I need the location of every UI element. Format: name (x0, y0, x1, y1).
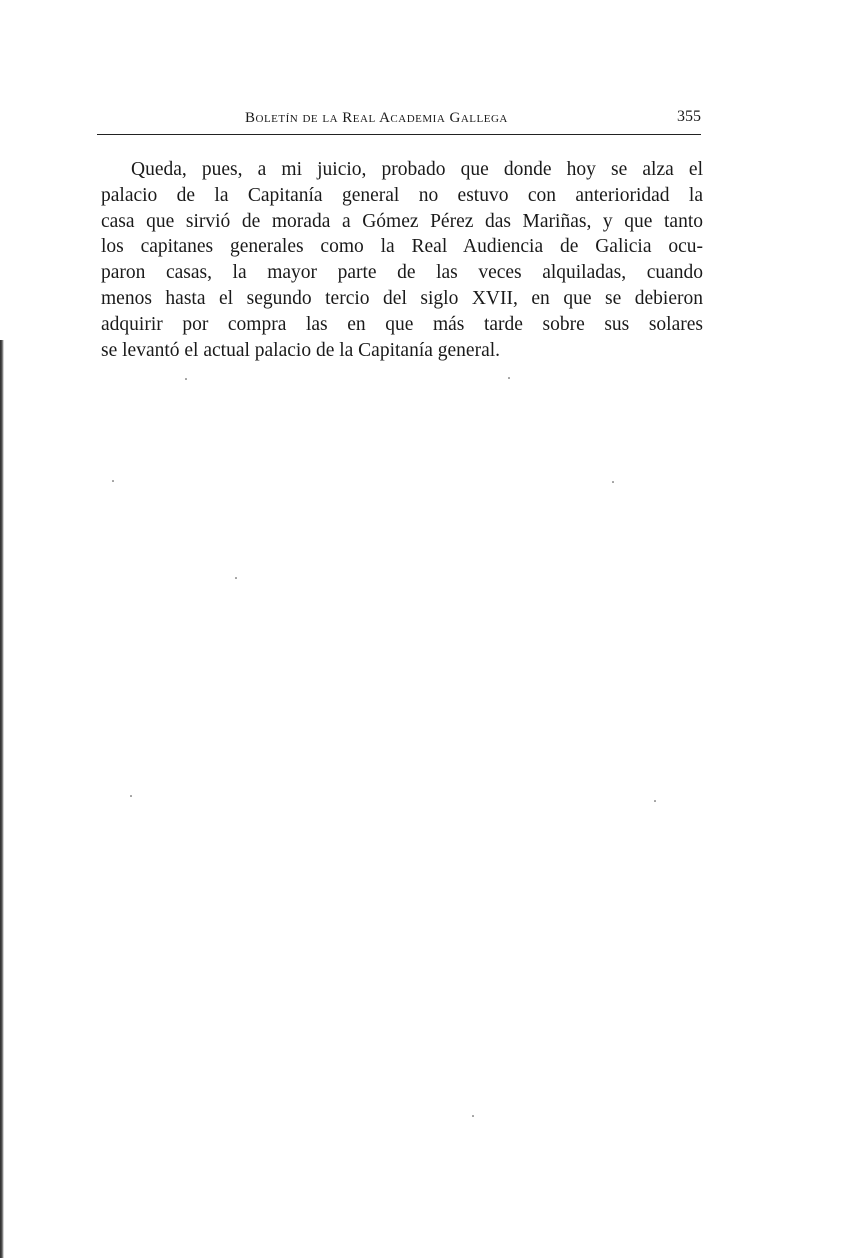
scan-speck (235, 577, 237, 579)
scan-edge-shadow (0, 340, 4, 1258)
scan-speck (472, 1115, 474, 1117)
page-number: 355 (677, 108, 701, 125)
scan-speck (612, 481, 614, 483)
text-line: se levantó el actual palacio de la Capitanía general. (101, 339, 501, 361)
text-line: Queda, pues, a mi juicio, probado que donde hoy se alza el (131, 159, 703, 180)
text-line: los capitanes generales como la Real Audiencia de Galicia ocu- (101, 236, 703, 258)
body-paragraph (101, 157, 703, 363)
scan-speck (508, 377, 510, 379)
text-line: paron casas, la mayor parte de las veces alquiladas, cuando (101, 262, 703, 284)
text-line: palacio de la Capitanía general no estuvo con anterioridad la (101, 184, 703, 206)
text-line: menos hasta el segundo tercio del siglo XVII, en que se debieron (101, 287, 703, 309)
running-header (97, 108, 701, 135)
text-line: adquirir por compra las en que más tarde sobre sus solares (101, 313, 703, 335)
text-line: casa que sirvió de morada a Gómez Pérez das Mariñas, y que tanto (101, 210, 703, 232)
scan-speck (185, 378, 187, 380)
running-title: Boletín de la Real Academia Gallega (245, 110, 508, 126)
scan-speck (130, 795, 132, 797)
scan-speck (654, 800, 656, 802)
scan-speck (112, 480, 114, 482)
